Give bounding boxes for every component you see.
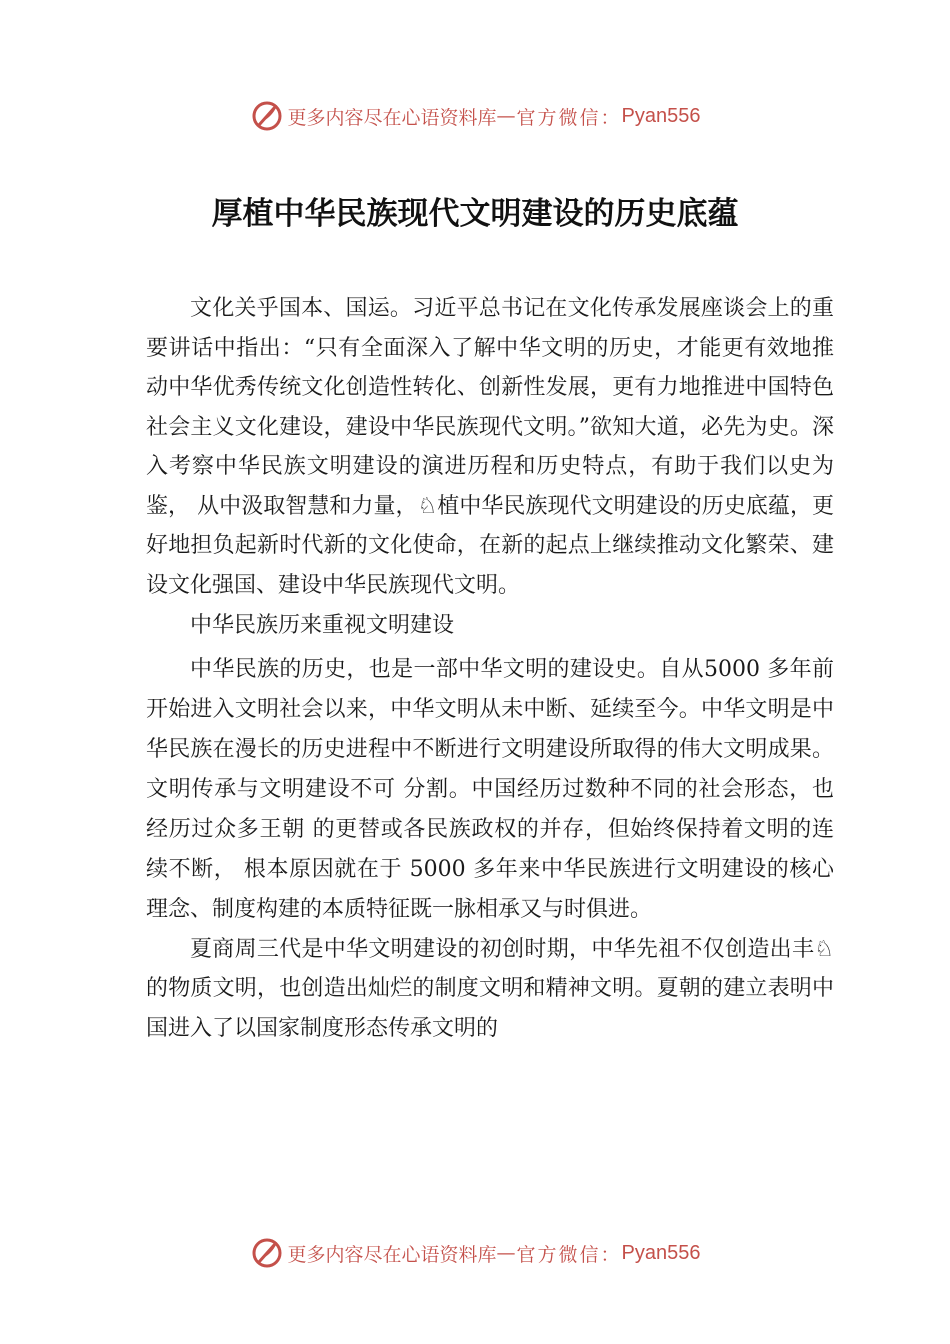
banner-brand-text: 更多内容尽在心语资料库 xyxy=(287,106,497,129)
quill-logo-icon xyxy=(250,1236,284,1270)
document-title: 厚植中华民族现代文明建设的历史底蕴 xyxy=(211,196,739,232)
banner-wechat-label: 官方微信： xyxy=(516,1243,622,1266)
header-banner xyxy=(0,96,950,136)
paragraph-xia-shang-zhou: 夏商周三代是中华文明建设的初创时期，中华先祖不仅创造出丰♘的物质文明，也创造出灿烂的制度文明和精神文明。夏朝的建立表明中国进入了以国家制度形态传承文明的 xyxy=(146,936,834,1041)
section-heading: 中华民族历来重视文明建设 xyxy=(190,613,455,638)
quill-logo-icon xyxy=(250,99,284,133)
paragraph-history: 中华民族的历史，也是一部中华文明的建设史。自从5000 多年前开始进入文明社会以来，中华文明从未中断、延续至今。中华文明是中华民族在漫长的历史进程中不断进行文明建设所取得的伟大文明成果。文明传承与文明建设不可 分割。中国经历过数种不同的社会形态，也经历过众多王朝 的更替或各民族政权的并存，但始终保持着文明的连续不断， 根本原因就在于 5000 多年来中华民族进行文明建设的核心理念、制度构建的本质特征既一脉相承又与时俱进。 xyxy=(146,656,834,922)
banner-wechat-label: 官方微信： xyxy=(516,106,622,129)
banner-brand-text: 更多内容尽在心语资料库 xyxy=(287,1243,497,1266)
banner-wechat-id: Pyan556 xyxy=(621,104,701,127)
document-body xyxy=(146,289,834,1048)
paragraph-intro: 文化关乎国本、国运。习近平总书记在文化传承发展座谈会上的重要讲话中指出：“只有全面深入了解中华文明的历史，才能更有效地推动中华优秀传统文化创造性转化、创新性发展，更有力地推进中国特色社会主义文化建设，建设中华民族现代文明。”欲知大道，必先为史。深入考察中华民族文明建设的演进历程和历史特点，有助于我们以史为鉴， 从中汲取智慧和力量，♘植中华民族现代文明建设的历史底蕴，更好地担负起新时代新的文化使命，在新的起点上继续推动文化繁荣、建设文化强国、建设中华民族现代文明。 xyxy=(146,296,834,598)
banner-separator: — xyxy=(496,1242,517,1264)
banner-separator: — xyxy=(496,105,517,127)
banner-wechat-id: Pyan556 xyxy=(621,1241,701,1264)
footer-banner xyxy=(0,1233,950,1273)
